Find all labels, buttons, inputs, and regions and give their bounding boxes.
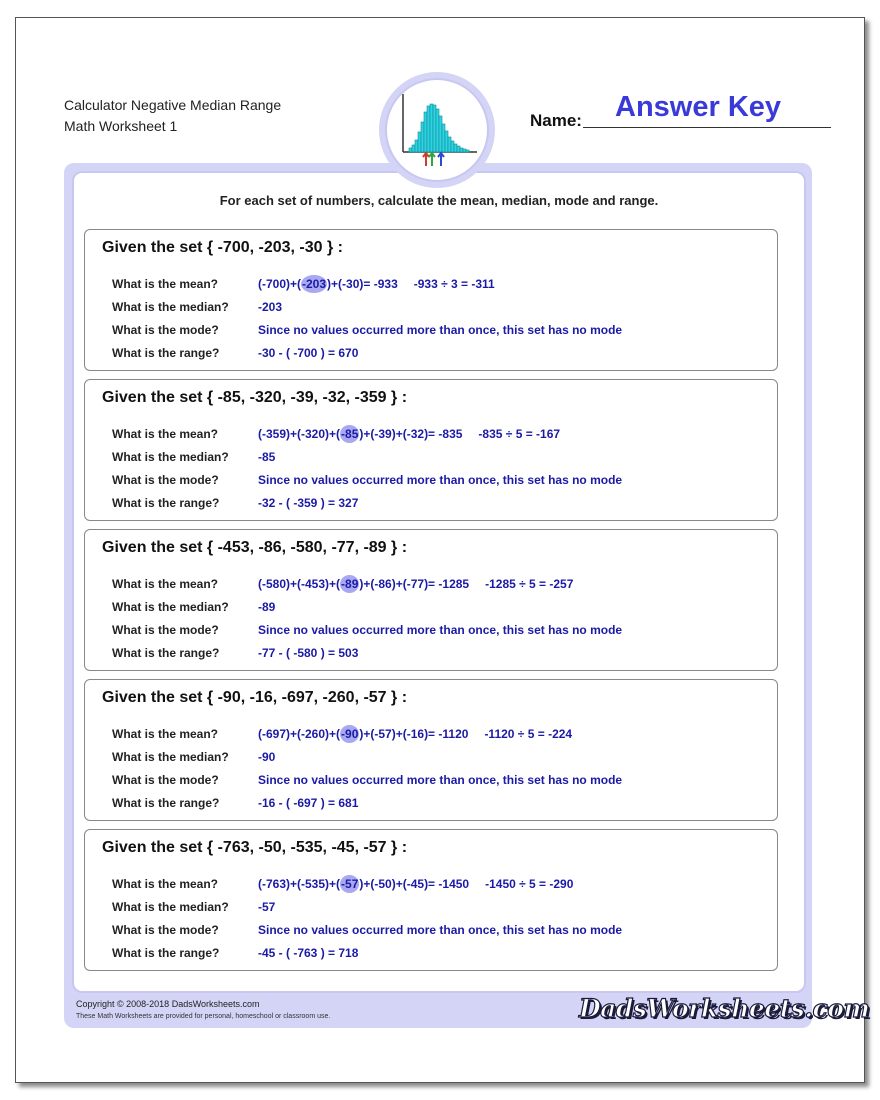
- problem-card: [84, 379, 778, 521]
- median-highlight: -203: [302, 277, 327, 291]
- range-answer: -77 - ( -580 ) = 503: [258, 646, 359, 660]
- median-highlight: -90: [341, 727, 359, 741]
- usage-notice: These Math Worksheets are provided for personal, homeschool or classroom use.: [76, 1013, 331, 1020]
- median-question: What is the median?: [112, 900, 229, 914]
- mode-answer: Since no values occurred more than once, this set has no mode: [258, 323, 623, 337]
- mean-answer: [258, 877, 573, 891]
- problem-title: Given the set { -453, -86, -580, -77, -89 } :: [102, 539, 408, 556]
- mean-division: -1285 ÷ 5 = -257: [485, 577, 574, 591]
- brand-logo: DadsWorksheets.com: [579, 994, 870, 1023]
- name-field-line: [583, 127, 831, 128]
- mean-question: What is the mean?: [112, 727, 219, 741]
- range-question: What is the range?: [112, 796, 220, 810]
- median-answer: -85: [258, 450, 276, 464]
- mean-sum-end: )+(-50)+(-45)= -1450: [359, 877, 470, 891]
- worksheet-subtitle: Math Worksheet 1: [64, 118, 178, 134]
- mode-question: What is the mode?: [112, 923, 219, 937]
- mean-question: What is the mean?: [112, 277, 219, 291]
- median-question: What is the median?: [112, 600, 229, 614]
- name-label: Name:: [530, 111, 582, 130]
- mode-answer: Since no values occurred more than once, this set has no mode: [258, 473, 623, 487]
- mean-question: What is the mean?: [112, 577, 219, 591]
- mean-answer: [258, 277, 495, 291]
- mean-sum-end: )+(-39)+(-32)= -835: [359, 427, 463, 441]
- mean-question: What is the mean?: [112, 427, 219, 441]
- copyright-text: Copyright © 2008-2018 DadsWorksheets.com: [76, 999, 260, 1009]
- mean-sum-start: (-763)+(-535)+(: [258, 877, 341, 891]
- answer-key-text: Answer Key: [615, 91, 782, 123]
- problem-title: Given the set { -85, -320, -39, -32, -359 } :: [102, 389, 408, 406]
- range-question: What is the range?: [112, 346, 220, 360]
- problem-card: [84, 829, 778, 971]
- mean-sum-end: )+(-57)+(-16)= -1120: [359, 727, 469, 741]
- mean-question: What is the mean?: [112, 877, 219, 891]
- median-answer: -203: [258, 300, 283, 314]
- median-answer: -57: [258, 900, 276, 914]
- median-question: What is the median?: [112, 450, 229, 464]
- problem-card: [84, 229, 778, 371]
- mean-sum-end: )+(-30)= -933: [327, 277, 398, 291]
- mode-answer: Since no values occurred more than once, this set has no mode: [258, 623, 623, 637]
- problem-title: Given the set { -90, -16, -697, -260, -57 } :: [102, 689, 408, 706]
- median-question: What is the median?: [112, 300, 229, 314]
- mean-division: -933 ÷ 3 = -311: [413, 277, 495, 291]
- range-question: What is the range?: [112, 496, 220, 510]
- mean-division: -1120 ÷ 5 = -224: [484, 727, 573, 741]
- mean-answer: [258, 427, 560, 441]
- range-answer: -32 - ( -359 ) = 327: [258, 496, 359, 510]
- median-highlight: -57: [341, 877, 359, 891]
- mean-sum-start: (-700)+(: [258, 277, 302, 291]
- problem-card: [84, 679, 778, 821]
- mean-sum-end: )+(-86)+(-77)= -1285: [359, 577, 470, 591]
- mean-answer: [258, 727, 572, 741]
- instructions: For each set of numbers, calculate the mean, median, mode and range.: [219, 193, 659, 208]
- range-question: What is the range?: [112, 946, 220, 960]
- median-answer: -90: [258, 750, 276, 764]
- range-answer: -45 - ( -763 ) = 718: [258, 946, 359, 960]
- mean-division: -1450 ÷ 5 = -290: [485, 877, 574, 891]
- mean-sum-start: (-697)+(-260)+(: [258, 727, 341, 741]
- histogram-icon: [395, 90, 479, 170]
- mean-answer: [258, 577, 573, 591]
- mean-sum-start: (-359)+(-320)+(: [258, 427, 341, 441]
- range-answer: -30 - ( -700 ) = 670: [258, 346, 359, 360]
- mode-question: What is the mode?: [112, 473, 219, 487]
- mean-division: -835 ÷ 5 = -167: [478, 427, 561, 441]
- mode-question: What is the mode?: [112, 323, 219, 337]
- median-highlight: -85: [341, 427, 359, 441]
- mode-answer: Since no values occurred more than once, this set has no mode: [258, 923, 623, 937]
- median-answer: -89: [258, 600, 276, 614]
- mode-question: What is the mode?: [112, 773, 219, 787]
- median-highlight: -89: [341, 577, 359, 591]
- median-question: What is the median?: [112, 750, 229, 764]
- problem-title: Given the set { -700, -203, -30 } :: [102, 239, 343, 256]
- mode-answer: Since no values occurred more than once, this set has no mode: [258, 773, 623, 787]
- mode-question: What is the mode?: [112, 623, 219, 637]
- range-question: What is the range?: [112, 646, 220, 660]
- range-answer: -16 - ( -697 ) = 681: [258, 796, 359, 810]
- worksheet-title: Calculator Negative Median Range: [64, 97, 282, 113]
- problem-card: [84, 529, 778, 671]
- mean-sum-start: (-580)+(-453)+(: [258, 577, 341, 591]
- problem-title: Given the set { -763, -50, -535, -45, -57 } :: [102, 839, 408, 856]
